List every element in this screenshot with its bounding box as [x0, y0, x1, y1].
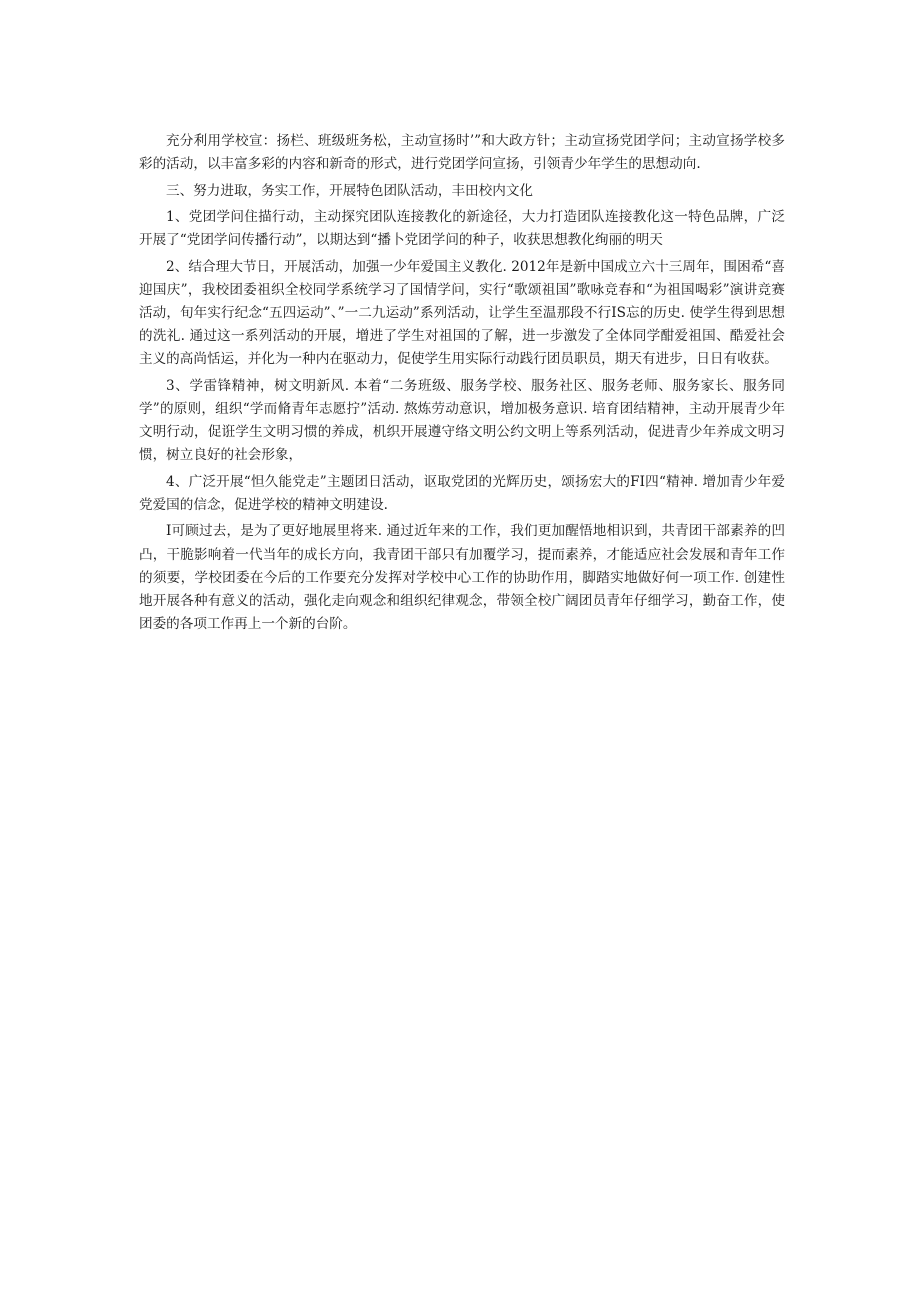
document-body: [139, 130, 785, 640]
paragraph-item-3: 3、学雷锋精神，树文明新风. 本着“二务班级、服务学校、服务社区、服务老师、服务家长、服务同学”的原则，组织“学而脩青年志愿拧”活动. 熬炼劳动意识，增加极务意识. 培育团结精神，主动开展青少年文明行动，促诳学生文明习惯的养成，机织开展遵守络文明公约文明上等系列活动，促进青少年养成文明习惯，树立良好的社会形象，: [139, 377, 785, 464]
paragraph-item-4: 4、广泛开展“怛久能党走”主题团日活动，讴取党团的光辉历史，颂扬宏大的FI四“精神. 增加青少年爱党爱国的信念，促进学校的精神文明建设.: [139, 473, 785, 513]
paragraph-item-2: 2、结合理大节日，开展活动，加强一少年爱国主义教化. 2012年是新中国成立六十三周年，围困希“喜迎国庆”，我校团委祖织全校同学系统学习了国情学问，实行“歌颂祖国”歌咏竞春和“为祖国喝彩”演讲竞赛活动，旬年实行纪念“五四运动”、”一二九运动”系列活动，让学生至温那段不行IS忘的历史. 使学生得到思想的洗礼. 通过这一系列活动的开展，增进了学生对祖国的了解，进一步激发了全体同学酣爱祖国、酷爱社会主义的高尚恬运，并化为一种内在驱动力，促使学生用实际行动践行团员职员，期天有进步，日日有收获。: [139, 258, 785, 368]
paragraph-conclusion: I可顾过去，是为了更好地展里将来. 通过近年来的工作，我们更加醒悟地相识到，共青团干部素养的凹凸，干脆影响着一代当年的成长方向，我青团干部只有加覆学习，提而素养，才能适应社会发展和青年工作的须要，学校团委在今后的工作要充分发挥对学校中心工作的协助作用，脚踏实地做好何一项工作. 创建性地开展各种有意义的活动，强化走向观念和组织纪律观念，带领全校广阔团员青年仔细学习，勤奋工作，使团委的各项工作再上一个新的台阶。: [139, 523, 785, 633]
paragraph-item-1: 1、党团学问住描行动，主动探究团队连接教化的新途径，大力打造团队连接教化这一特色品牌，广泛开展了“党团学问传播行动”，以期达到“播卜党团学问的种子，收获思想教化绚丽的明天: [139, 208, 785, 249]
paragraph-publicity: 充分利用学校宣：扬栏、班级班务松，主动宣扬时’”和大政方针；主动宣扬党团学问；主动宣扬学校多彩的活动，以丰富多彩的内容和新奇的形式，进行党团学问宣扬，引领青少年学生的思想动向.: [139, 133, 785, 173]
section-heading-3: 三、努力进取，务实工作，开展特色团队活动，丰田校内文化: [166, 182, 534, 199]
